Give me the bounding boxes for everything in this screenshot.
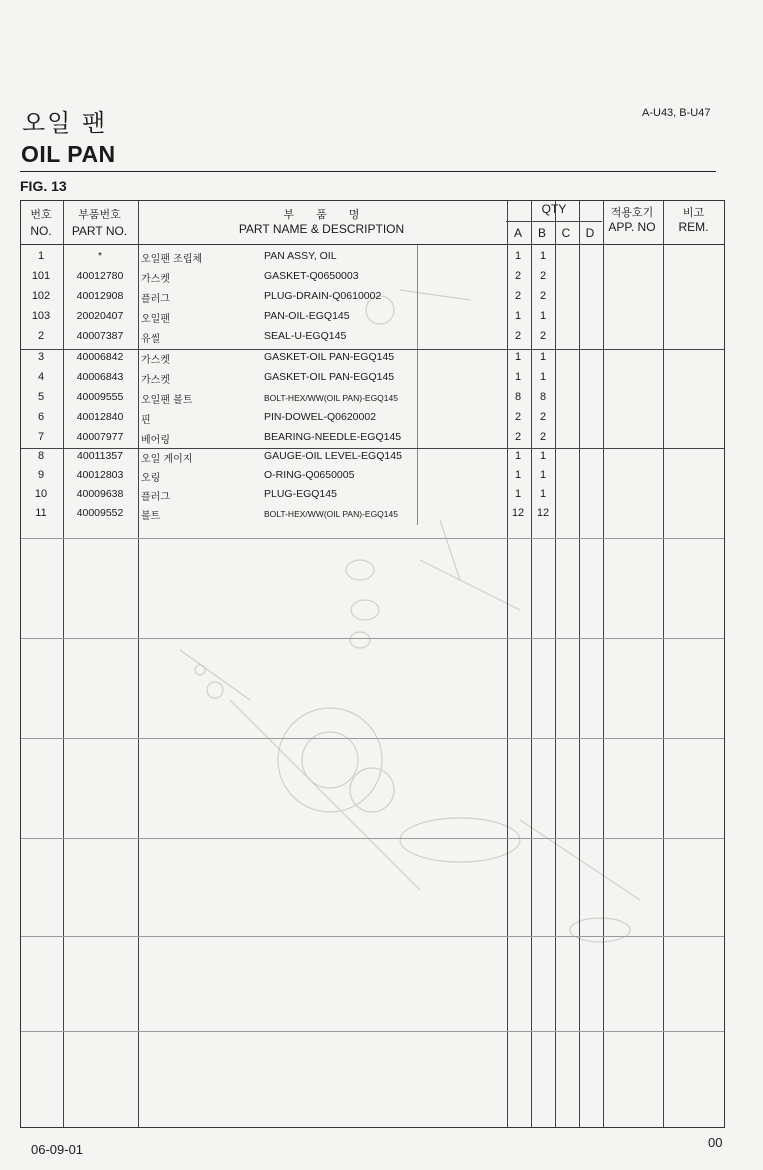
name-subdivider xyxy=(417,245,418,525)
header-no-ko: 번호 xyxy=(30,208,52,221)
header-qty-c: C xyxy=(561,226,571,240)
row-part-no: 40006843 xyxy=(76,371,124,383)
row-part-no: 40012780 xyxy=(76,270,124,282)
row-qty-a: 2 xyxy=(514,411,522,423)
row-no: 8 xyxy=(37,450,45,462)
row-qty-a: 1 xyxy=(514,310,522,322)
row-qty-a: 2 xyxy=(514,431,522,443)
row-qty-b: 1 xyxy=(539,250,547,262)
row-no: 5 xyxy=(37,391,45,403)
row-qty-b: 2 xyxy=(539,270,547,282)
row-part-no: 40009638 xyxy=(76,488,124,500)
row-name-en: BOLT-HEX/WW(OIL PAN)-EGQ145 xyxy=(264,393,398,403)
row-name-en: PAN-OIL-EGQ145 xyxy=(264,310,350,322)
row-part-no: 40011357 xyxy=(77,450,123,462)
row-part-no: 40009552 xyxy=(76,507,124,519)
header-name-ko: 부 품 명 xyxy=(283,208,360,221)
row-name-ko: 가스켓 xyxy=(141,274,170,285)
row-no: 9 xyxy=(37,469,45,481)
row-name-en: O-RING-Q0650005 xyxy=(264,469,355,481)
row-qty-a: 2 xyxy=(514,270,522,282)
row-part-no: 20020407 xyxy=(76,310,124,322)
row-qty-a: 8 xyxy=(514,391,522,403)
row-name-en: PIN-DOWEL-Q0620002 xyxy=(264,411,377,423)
row-qty-a: 2 xyxy=(514,330,522,342)
row-group-divider xyxy=(21,838,724,839)
row-no: 11 xyxy=(35,507,47,519)
row-part-no: 40009555 xyxy=(76,391,124,403)
col-divider xyxy=(138,201,139,1127)
row-name-ko: 오일팬 xyxy=(141,314,170,325)
row-qty-a: 1 xyxy=(514,469,522,481)
row-qty-b: 2 xyxy=(539,330,547,342)
row-name-en: GASKET-OIL PAN-EGQ145 xyxy=(264,351,395,363)
header-app-en: APP. NO xyxy=(608,220,656,234)
row-name-ko: 볼트 xyxy=(141,511,161,522)
header-part-en: PART NO. xyxy=(71,224,128,238)
qty-subheader-divider xyxy=(506,221,602,222)
row-name-en: PLUG-EGQ145 xyxy=(264,488,337,500)
row-qty-b: 1 xyxy=(539,469,547,481)
row-group-divider xyxy=(21,738,724,739)
header-qty: QTY xyxy=(541,202,567,216)
row-no: 102 xyxy=(31,290,51,302)
row-name-en: BOLT-HEX/WW(OIL PAN)-EGQ145 xyxy=(264,509,398,519)
row-name-ko: 오링 xyxy=(141,473,161,484)
page-title-english: OIL PAN xyxy=(21,141,116,167)
row-name-en: SEAL-U-EGQ145 xyxy=(264,330,347,342)
row-no: 2 xyxy=(37,330,45,342)
row-qty-b: 1 xyxy=(539,351,547,363)
row-name-ko: 플러그 xyxy=(141,492,170,503)
row-no: 4 xyxy=(37,371,45,383)
row-no: 101 xyxy=(31,270,51,282)
header-no-en: NO. xyxy=(30,224,52,238)
header-qty-a: A xyxy=(513,226,522,240)
row-name-en: BEARING-NEEDLE-EGQ145 xyxy=(264,431,402,443)
page-number: 00 xyxy=(708,1135,723,1150)
row-name-en: PAN ASSY, OIL xyxy=(264,250,337,262)
row-no: 103 xyxy=(31,310,51,322)
col-divider xyxy=(663,201,664,1127)
row-qty-b: 2 xyxy=(539,411,547,423)
row-name-ko: 가스켓 xyxy=(141,375,170,386)
row-name-ko: 베어링 xyxy=(141,435,170,446)
row-qty-b: 1 xyxy=(539,371,547,383)
row-name-ko: 플러그 xyxy=(141,294,170,305)
header-part-ko: 부품번호 xyxy=(78,208,121,221)
header-qty-b: B xyxy=(537,226,546,240)
row-qty-b: 8 xyxy=(539,391,547,403)
row-name-ko: 오일팬 조립체 xyxy=(141,254,203,265)
row-qty-b: 1 xyxy=(539,450,547,462)
header-divider xyxy=(21,244,724,245)
col-divider xyxy=(579,201,580,1127)
row-qty-a: 1 xyxy=(514,488,522,500)
row-name-ko: 핀 xyxy=(141,415,151,426)
row-group-divider xyxy=(21,1031,724,1032)
header-rem-ko: 비고 xyxy=(682,206,705,219)
row-qty-b: 1 xyxy=(539,310,547,322)
row-no: 1 xyxy=(37,250,45,262)
header-name-en: PART NAME & DESCRIPTION xyxy=(238,222,405,236)
row-qty-a: 1 xyxy=(514,351,522,363)
row-no: 10 xyxy=(34,488,48,500)
row-qty-b: 12 xyxy=(536,507,550,519)
row-name-ko: 가스켓 xyxy=(141,355,170,366)
page-title-korean: 오일 팬 xyxy=(22,109,108,137)
row-part-no: * xyxy=(97,250,103,262)
row-part-no: 40012840 xyxy=(76,411,124,423)
header-rem-en: REM. xyxy=(678,220,709,234)
row-no: 6 xyxy=(37,411,45,423)
row-part-no: 40007977 xyxy=(76,431,124,443)
row-qty-a: 1 xyxy=(514,371,522,383)
row-name-ko: 오일팬 볼트 xyxy=(141,395,193,406)
row-name-en: GAUGE-OIL LEVEL-EGQ145 xyxy=(264,450,402,462)
row-qty-a: 2 xyxy=(514,290,522,302)
row-group-divider xyxy=(21,349,724,350)
col-divider xyxy=(603,201,604,1127)
row-group-divider xyxy=(21,538,724,539)
row-name-en: PLUG-DRAIN-Q0610002 xyxy=(264,290,382,302)
row-part-no: 40007387 xyxy=(76,330,124,342)
row-no: 7 xyxy=(37,431,45,443)
header-qty-d: D xyxy=(585,226,595,240)
row-name-ko: 오일 게이지 xyxy=(141,454,193,465)
row-qty-a: 1 xyxy=(514,450,522,462)
model-applicability: A-U43, B-U47 xyxy=(642,107,711,119)
row-qty-a: 1 xyxy=(514,250,522,262)
row-part-no: 40012803 xyxy=(76,469,124,481)
revision-date: 06-09-01 xyxy=(31,1142,84,1157)
row-qty-b: 2 xyxy=(539,431,547,443)
row-group-divider xyxy=(21,638,724,639)
row-name-en: GASKET-Q0650003 xyxy=(264,270,359,282)
row-name-en: GASKET-OIL PAN-EGQ145 xyxy=(264,371,395,383)
title-divider xyxy=(20,171,716,172)
col-divider xyxy=(555,201,556,1127)
figure-label: FIG. 13 xyxy=(20,178,67,194)
row-group-divider xyxy=(21,448,724,449)
row-qty-a: 12 xyxy=(511,507,525,519)
row-no: 3 xyxy=(37,351,45,363)
row-group-divider xyxy=(21,936,724,937)
row-qty-b: 2 xyxy=(539,290,547,302)
row-qty-b: 1 xyxy=(539,488,547,500)
header-app-ko: 적용호기 xyxy=(610,206,654,219)
row-name-ko: 유씰 xyxy=(141,334,161,345)
row-part-no: 40006842 xyxy=(76,351,124,363)
row-part-no: 40012908 xyxy=(76,290,124,302)
